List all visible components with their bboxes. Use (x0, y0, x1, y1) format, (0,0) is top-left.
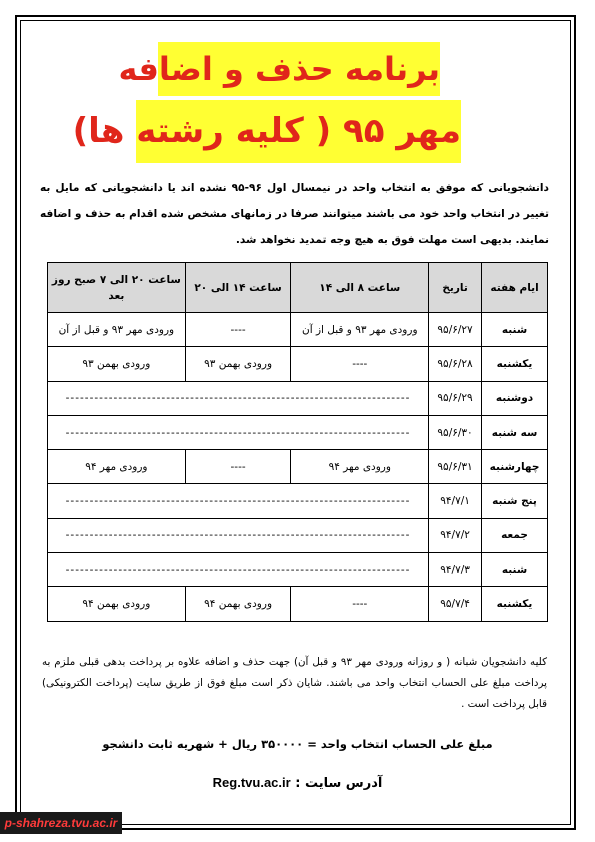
row-slot-3: ورودی بهمن ۹۴ (48, 587, 186, 621)
schedule-table (47, 262, 548, 622)
row-slot-2: ورودی بهمن ۹۴ (185, 587, 291, 621)
title-line-2: مهر ۹۵ ( کلیه رشته ها) (136, 100, 461, 163)
table-row (48, 381, 548, 415)
row-merged-dashes: ------------------------------------------------------------------------ (48, 381, 429, 415)
row-day: چهارشنبه (482, 450, 548, 484)
header-date: تاریخ (429, 263, 482, 313)
row-day: یکشنبه (482, 347, 548, 381)
row-slot-1: ورودی مهر ۹۴ (291, 450, 429, 484)
row-day: دوشنبه (482, 381, 548, 415)
row-slot-2: ورودی بهمن ۹۳ (185, 347, 291, 381)
row-merged-dashes: ------------------------------------------------------------------------ (48, 484, 429, 518)
table-row (48, 450, 548, 484)
row-date: ۹۴/۷/۳ (429, 553, 482, 587)
site-label: آدرس سایت : (295, 776, 383, 791)
row-slot-1: ---- (291, 587, 429, 621)
row-slot-2: ---- (185, 450, 291, 484)
table-row (48, 347, 548, 381)
site-line (0, 775, 595, 791)
row-slot-3: ورودی بهمن ۹۳ (48, 347, 186, 381)
table-row (48, 484, 548, 518)
row-date: ۹۴/۷/۲ (429, 518, 482, 552)
row-slot-1: ---- (291, 347, 429, 381)
row-merged-dashes: ------------------------------------------------------------------------ (48, 553, 429, 587)
table-row (48, 313, 548, 347)
row-day: پنج شنبه (482, 484, 548, 518)
table-row (48, 518, 548, 552)
row-day: سه شنبه (482, 415, 548, 449)
row-date: ۹۵/۷/۴ (429, 587, 482, 621)
table-row (48, 415, 548, 449)
title-line-1: برنامه حذف و اضافه (158, 42, 440, 96)
header-slot-1: ساعت ۸ الی ۱۴ (291, 263, 429, 313)
header-slot-3: ساعت ۲۰ الی ۷ صبح روز بعد (48, 263, 186, 313)
row-date: ۹۵/۶/۳۰ (429, 415, 482, 449)
header-day: ایام هفته (482, 263, 548, 313)
row-merged-dashes: ------------------------------------------------------------------------ (48, 415, 429, 449)
row-date: ۹۴/۷/۱ (429, 484, 482, 518)
table-row (48, 553, 548, 587)
row-slot-2: ---- (185, 313, 291, 347)
row-day: شنبه (482, 313, 548, 347)
row-slot-1: ورودی مهر ۹۳ و قبل از آن (291, 313, 429, 347)
row-date: ۹۵/۶/۳۱ (429, 450, 482, 484)
table-row (48, 587, 548, 621)
row-day: یکشنبه (482, 587, 548, 621)
row-date: ۹۵/۶/۲۷ (429, 313, 482, 347)
row-day: شنبه (482, 553, 548, 587)
table-header-row (48, 263, 548, 313)
watermark: p-shahreza.tvu.ac.ir (0, 812, 122, 834)
notes-paragraph: کلیه دانشجویان شبانه ( و روزانه ورودی مهر ۹۳ و قبل آن) جهت حذف و اضافه علاوه بر پرداخت بدهی قبلی ملزم به پرداخت مبلغ علی الحساب انتخاب واحد می باشند. شایان ذکر است مبلغ فوق از طریق سایت (پرداخت الکترونیکی) قابل پرداخت است . (42, 656, 547, 710)
header-slot-2: ساعت ۱۴ الی ۲۰ (185, 263, 291, 313)
row-date: ۹۵/۶/۲۸ (429, 347, 482, 381)
row-slot-3: ورودی مهر ۹۴ (48, 450, 186, 484)
site-url: Reg.tvu.ac.ir (212, 775, 291, 790)
row-merged-dashes: ------------------------------------------------------------------------ (48, 518, 429, 552)
row-day: جمعه (482, 518, 548, 552)
row-slot-3: ورودی مهر ۹۳ و قبل از آن (48, 313, 186, 347)
row-date: ۹۵/۶/۲۹ (429, 381, 482, 415)
fee-line: مبلغ علی الحساب انتخاب واحد = ۳۵۰۰۰۰ ریال + شهریه ثابت دانشجو (102, 737, 493, 751)
intro-paragraph: دانشجویانی که موفق به انتخاب واحد در نیمسال اول ۹۶-۹۵ نشده اند یا دانشجویانی که مایل به تغییر در انتخاب واحد خود می باشند میتوانند صرفا در زمانهای مشخص شده اقدام به حذف و اضافه نمایند. بدیهی است مهلت فوق به هیچ وجه تمدید نخواهد شد. (40, 182, 549, 246)
